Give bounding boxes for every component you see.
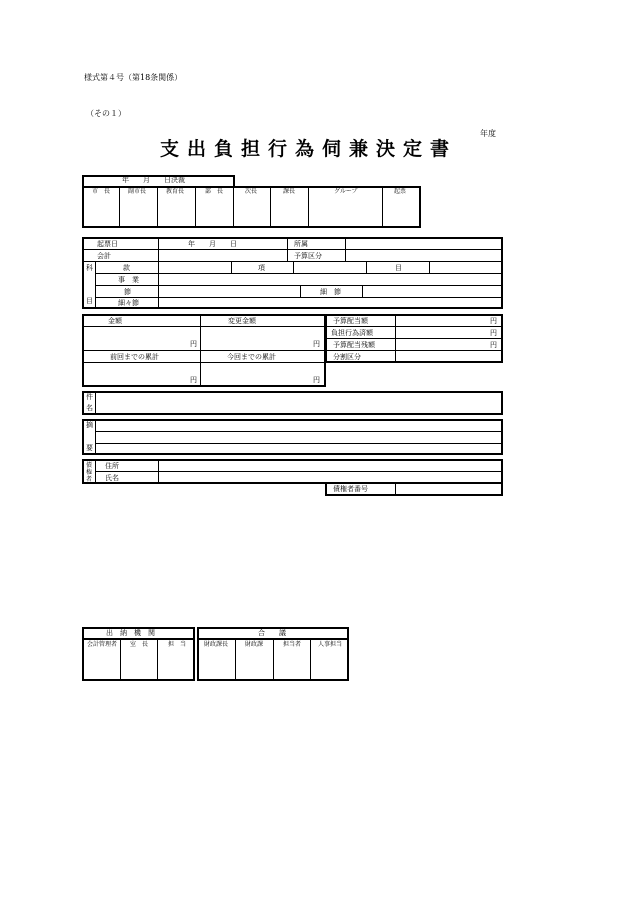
committed-yen: 円 [490,329,497,337]
amount-label: 金額 [108,317,122,325]
subject-label-top: 科 [86,264,93,272]
form-number: 様式第４号（第18条関係） [84,73,183,82]
creditor-name-label: 氏名 [105,474,119,482]
treasury-title: 出 納 機 関 [106,629,155,637]
kan-label: 款 [123,264,130,272]
changed-amount-label: 変更金額 [228,317,256,325]
consult-role-finance-chief: 財政課長 [204,641,229,648]
sub-number: （その１） [86,109,126,118]
role-mayor: 市 長 [92,188,111,195]
budget-allocated-label: 予算配当額 [333,317,368,325]
role-deputy-mayor: 副市長 [128,188,147,195]
role-section-chief: 課長 [283,188,296,195]
previous-total-label: 前回までの累計 [110,353,159,361]
treasury-role-accountant: 会計管理者 [87,641,118,648]
subject-label-top-char: 件 [86,393,93,401]
page-title: 支出負担行為伺兼決定書 [160,138,458,160]
budget-allocated-yen: 円 [490,317,497,325]
committed-label: 負担行為済額 [331,329,373,337]
role-group: グループ [334,188,358,195]
saimoku-label: 細 節 [320,288,341,296]
budget-class-label: 予算区分 [294,252,322,260]
role-drafter: 起票 [394,188,407,195]
role-deputy-director: 次長 [245,188,258,195]
current-total-label: 今回までの累計 [227,353,276,361]
budget-remaining-label: 予算配当残額 [333,341,375,349]
summary-label-bottom-char: 要 [86,444,93,452]
installment-label: 分割区分 [333,353,361,361]
jigyo-label: 事 業 [118,276,139,284]
budget-remaining-yen: 円 [490,341,497,349]
summary-box [82,419,503,455]
creditor-number-label: 債権者番号 [333,485,368,493]
consultation-title: 合 議 [258,629,286,637]
creditor-address-label: 住所 [105,462,119,470]
summary-label-top-char: 摘 [86,421,93,429]
consult-role-finance-section: 財政課 [245,641,264,648]
changed-amount-yen: 円 [313,340,320,348]
current-total-yen: 円 [313,376,320,384]
amount-yen: 円 [190,340,197,348]
subject-box [82,391,503,415]
role-superintendent: 教育長 [166,188,185,195]
fiscal-year-label: 年度 [480,129,496,138]
setsu-label: 節 [124,288,131,296]
saisaimoku-label: 細々節 [118,299,139,307]
consult-role-staff: 担当者 [283,641,302,648]
subject-label-bottom-char: 名 [86,404,93,412]
creditor-label: 債権者 [86,462,93,483]
draft-date-value: 年 月 日 [188,240,237,248]
department-label: 所属 [294,240,308,248]
treasury-role-staff: 担 当 [168,641,187,648]
moku-label: 目 [395,264,402,272]
draft-date-label: 起票日 [97,240,118,248]
kou-label: 項 [258,264,265,272]
consult-role-personnel: 人事担当 [318,641,343,648]
subject-label-bottom: 目 [86,297,93,305]
previous-total-yen: 円 [190,376,197,384]
treasury-role-office-chief: 室 長 [130,641,149,648]
decision-date-label: 年 月 日決裁 [122,176,185,184]
account-label: 会計 [97,252,111,260]
role-director: 部 長 [205,188,224,195]
